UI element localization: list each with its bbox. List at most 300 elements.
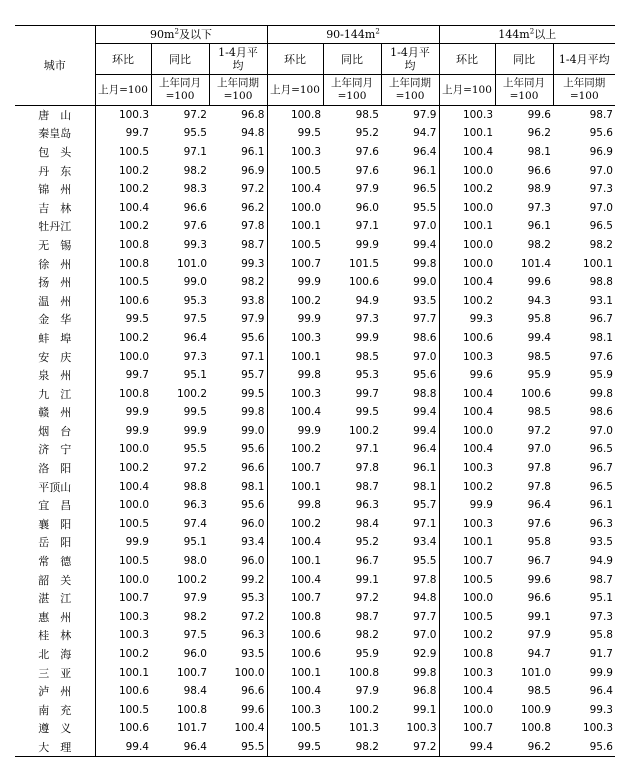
table-row [15, 347, 615, 366]
value-cell: 100.2 [118, 183, 149, 196]
value-cell: 96.4 [381, 143, 439, 162]
value-cell: 99.1 [355, 573, 379, 586]
value-cell: 100.1 [118, 666, 149, 679]
value-cell: 100.0 [209, 663, 267, 682]
value-cell: 99.9 [125, 424, 149, 437]
value-cell: 97.2 [381, 738, 439, 757]
table-row [15, 515, 615, 534]
value-cell: 97.5 [183, 313, 207, 326]
value-cell: 100.6 [118, 685, 149, 698]
table-row [15, 273, 615, 292]
value-cell: 100.0 [462, 592, 493, 605]
value-cell: 100.1 [290, 480, 321, 493]
table-row [15, 217, 615, 236]
value-cell: 97.6 [527, 517, 551, 530]
metric-header: 环比 [267, 44, 323, 75]
value-cell: 99.5 [183, 406, 207, 419]
value-cell: 94.3 [527, 294, 551, 307]
value-cell: 100.4 [462, 145, 493, 158]
value-cell: 96.7 [527, 555, 551, 568]
city-name: 吉 林 [15, 198, 95, 217]
value-cell: 97.9 [209, 310, 267, 329]
value-cell: 100.2 [290, 517, 321, 530]
value-cell: 97.3 [355, 313, 379, 326]
metric-header: 1-4月平均 [381, 44, 439, 75]
value-cell: 99.9 [355, 238, 379, 251]
value-cell: 97.1 [381, 515, 439, 534]
value-cell: 97.0 [589, 424, 613, 437]
value-cell: 100.8 [520, 722, 551, 735]
value-cell: 96.9 [209, 161, 267, 180]
value-cell: 100.0 [118, 499, 149, 512]
value-cell: 98.4 [355, 517, 379, 530]
value-cell: 95.1 [183, 536, 207, 549]
value-cell: 99.8 [381, 254, 439, 273]
value-cell: 100.2 [462, 629, 493, 642]
value-cell: 100.4 [290, 183, 321, 196]
value-cell: 96.3 [355, 499, 379, 512]
value-cell: 100.1 [290, 555, 321, 568]
value-cell: 95.6 [381, 366, 439, 385]
value-cell: 98.3 [183, 183, 207, 196]
value-cell: 99.1 [381, 701, 439, 720]
base-header: 上年同期=100 [209, 75, 267, 106]
value-cell: 98.6 [381, 329, 439, 348]
value-cell: 99.7 [125, 369, 149, 382]
value-cell: 96.6 [527, 592, 551, 605]
value-cell: 99.5 [267, 738, 323, 757]
value-cell: 100.7 [118, 592, 149, 605]
city-name: 丹 东 [15, 161, 95, 180]
value-cell: 100.4 [118, 201, 149, 214]
value-cell: 100.2 [290, 443, 321, 456]
value-cell: 98.5 [355, 109, 379, 122]
value-cell: 98.7 [589, 109, 613, 122]
group-header: $90m^2$及以下 [95, 26, 267, 44]
base-header: 上年同期=100 [381, 75, 439, 106]
city-name: 桂 林 [15, 626, 95, 645]
value-cell: 98.4 [183, 685, 207, 698]
value-cell: 100.2 [462, 480, 493, 493]
value-cell: 96.6 [527, 164, 551, 177]
value-cell: 100.7 [290, 592, 321, 605]
table-row [15, 198, 615, 217]
value-cell: 97.8 [355, 462, 379, 475]
city-name: 遵 义 [15, 719, 95, 738]
value-cell: 100.5 [118, 276, 149, 289]
metric-header: 1-4月平均 [553, 44, 615, 75]
table-row [15, 663, 615, 682]
base-header: 上年同月=100 [495, 75, 553, 106]
city-name: 襄 阳 [15, 515, 95, 534]
city-name: 无 锡 [15, 236, 95, 255]
value-cell: 97.2 [527, 424, 551, 437]
value-cell: 97.4 [183, 517, 207, 530]
value-cell: 100.4 [462, 685, 493, 698]
value-cell: 96.3 [209, 626, 267, 645]
value-cell: 100.2 [118, 331, 149, 344]
value-cell: 100.5 [462, 610, 493, 623]
value-cell: 97.9 [355, 183, 379, 196]
value-cell: 94.7 [381, 124, 439, 143]
value-cell: 100.4 [209, 719, 267, 738]
value-cell: 99.4 [381, 422, 439, 441]
value-cell: 95.2 [355, 127, 379, 140]
value-cell: 97.3 [589, 183, 613, 196]
value-cell: 100.8 [118, 387, 149, 400]
value-cell: 100.3 [290, 331, 321, 344]
value-cell: 99.9 [125, 406, 149, 419]
table-row [15, 403, 615, 422]
value-cell: 101.3 [348, 722, 379, 735]
value-cell: 97.6 [355, 164, 379, 177]
value-cell: 100.0 [462, 164, 493, 177]
table-row [15, 533, 615, 552]
value-cell: 100.2 [348, 703, 379, 716]
city-name: 洛 阳 [15, 459, 95, 478]
value-cell: 96.1 [209, 143, 267, 162]
value-cell: 96.3 [183, 499, 207, 512]
value-cell: 95.3 [209, 589, 267, 608]
value-cell: 97.2 [209, 608, 267, 627]
table-row [15, 254, 615, 273]
value-cell: 100.3 [462, 666, 493, 679]
value-cell: 100.2 [462, 183, 493, 196]
value-cell: 99.9 [355, 331, 379, 344]
value-cell: 100.3 [118, 610, 149, 623]
city-name: 常 德 [15, 552, 95, 571]
table-row [15, 608, 615, 627]
value-cell: 100.6 [290, 648, 321, 661]
value-cell: 95.7 [209, 366, 267, 385]
table-row [15, 440, 615, 459]
value-cell: 97.1 [209, 347, 267, 366]
value-cell: 97.3 [183, 350, 207, 363]
city-name: 大 理 [15, 738, 95, 757]
value-cell: 100.7 [290, 462, 321, 475]
value-cell: 99.8 [209, 403, 267, 422]
value-cell: 101.0 [176, 257, 207, 270]
value-cell: 99.9 [183, 424, 207, 437]
city-name: 温 州 [15, 291, 95, 310]
value-cell: 97.2 [183, 109, 207, 122]
value-cell: 95.2 [355, 536, 379, 549]
value-cell: 100.6 [462, 331, 493, 344]
city-name: 泉 州 [15, 366, 95, 385]
value-cell: 97.2 [209, 180, 267, 199]
value-cell: 100.8 [118, 238, 149, 251]
value-cell: 99.4 [381, 403, 439, 422]
value-cell: 100.0 [118, 443, 149, 456]
value-cell: 99.8 [381, 663, 439, 682]
city-name: 岳 阳 [15, 533, 95, 552]
table-row [15, 143, 615, 162]
value-cell: 96.4 [527, 499, 551, 512]
value-cell: 96.0 [209, 552, 267, 571]
base-header: 上月=100 [267, 75, 323, 106]
table-row [15, 291, 615, 310]
value-cell: 100.0 [118, 573, 149, 586]
value-cell: 100.2 [290, 294, 321, 307]
value-cell: 100.3 [290, 703, 321, 716]
value-cell: 100.1 [290, 220, 321, 233]
value-cell: 96.6 [209, 459, 267, 478]
value-cell: 96.1 [527, 220, 551, 233]
value-cell: 96.9 [589, 145, 613, 158]
value-cell: 100.4 [290, 685, 321, 698]
value-cell: 100.4 [118, 480, 149, 493]
value-cell: 99.5 [297, 127, 321, 140]
table-row [15, 719, 615, 738]
city-name: 三 亚 [15, 663, 95, 682]
city-name: 扬 州 [15, 273, 95, 292]
table-row [15, 589, 615, 608]
value-cell: 100.3 [462, 109, 493, 122]
value-cell: 99.5 [209, 384, 267, 403]
value-cell: 99.6 [527, 573, 551, 586]
value-cell: 100.5 [290, 722, 321, 735]
value-cell: 97.6 [183, 220, 207, 233]
table-row [15, 422, 615, 441]
base-header: 上年同期=100 [553, 75, 615, 106]
value-cell: 99.6 [209, 701, 267, 720]
value-cell: 98.7 [589, 573, 613, 586]
value-cell: 99.7 [355, 387, 379, 400]
value-cell: 96.2 [527, 127, 551, 140]
value-cell: 97.6 [355, 145, 379, 158]
value-cell: 98.1 [381, 477, 439, 496]
value-cell: 99.9 [297, 276, 321, 289]
value-cell: 100.7 [462, 555, 493, 568]
value-cell: 98.2 [209, 273, 267, 292]
value-cell: 96.5 [381, 180, 439, 199]
value-cell: 95.8 [589, 629, 613, 642]
value-cell: 100.0 [462, 201, 493, 214]
value-cell: 98.5 [527, 350, 551, 363]
value-cell: 98.1 [589, 331, 613, 344]
value-cell: 96.6 [183, 201, 207, 214]
value-cell: 100.6 [520, 387, 551, 400]
value-cell: 98.1 [527, 145, 551, 158]
value-cell: 98.6 [589, 406, 613, 419]
value-cell: 100.1 [462, 220, 493, 233]
value-cell: 97.2 [355, 592, 379, 605]
value-cell: 99.5 [125, 313, 149, 326]
value-cell: 95.6 [209, 496, 267, 515]
value-cell: 95.5 [183, 443, 207, 456]
metric-header: 同比 [323, 44, 381, 75]
city-name: 平顶山 [15, 477, 95, 496]
value-cell: 100.2 [176, 387, 207, 400]
group-header: $144m^2$以上 [439, 26, 615, 44]
value-cell: 93.4 [381, 533, 439, 552]
value-cell: 95.3 [183, 294, 207, 307]
value-cell: 100.2 [118, 462, 149, 475]
table-row [15, 496, 615, 515]
city-name: 泸 州 [15, 682, 95, 701]
metric-header: 同比 [151, 44, 209, 75]
value-cell: 96.7 [355, 555, 379, 568]
value-cell: 100.1 [290, 350, 321, 363]
value-cell: 99.0 [209, 422, 267, 441]
value-cell: 100.4 [462, 406, 493, 419]
city-name: 唐 山 [15, 106, 95, 125]
value-cell: 99.7 [125, 127, 149, 140]
value-cell: 99.6 [527, 276, 551, 289]
value-cell: 93.4 [209, 533, 267, 552]
value-cell: 95.5 [381, 198, 439, 217]
value-cell: 97.9 [183, 592, 207, 605]
value-cell: 95.1 [183, 369, 207, 382]
value-cell: 99.1 [527, 610, 551, 623]
table-row [15, 570, 615, 589]
value-cell: 100.5 [290, 164, 321, 177]
value-cell: 96.5 [589, 220, 613, 233]
value-cell: 101.4 [520, 257, 551, 270]
value-cell: 100.1 [462, 536, 493, 549]
value-cell: 95.9 [355, 648, 379, 661]
value-cell: 95.6 [553, 738, 615, 757]
value-cell: 95.5 [209, 738, 267, 757]
value-cell: 98.5 [527, 406, 551, 419]
value-cell: 100.2 [118, 220, 149, 233]
value-cell: 101.5 [348, 257, 379, 270]
value-cell: 96.8 [381, 682, 439, 701]
value-cell: 97.9 [527, 629, 551, 642]
value-cell: 100.3 [462, 517, 493, 530]
value-cell: 100.3 [290, 145, 321, 158]
value-cell: 97.1 [183, 145, 207, 158]
value-cell: 99.9 [589, 666, 613, 679]
value-cell: 95.6 [209, 440, 267, 459]
value-cell: 99.8 [297, 499, 321, 512]
value-cell: 97.8 [527, 480, 551, 493]
value-cell: 96.2 [495, 738, 553, 757]
value-cell: 99.4 [439, 738, 495, 757]
value-cell: 101.7 [176, 722, 207, 735]
value-cell: 100.0 [462, 703, 493, 716]
value-cell: 99.2 [209, 570, 267, 589]
value-cell: 100.2 [118, 648, 149, 661]
value-cell: 100.9 [520, 703, 551, 716]
table-row [15, 459, 615, 478]
value-cell: 100.4 [462, 276, 493, 289]
value-cell: 97.0 [381, 217, 439, 236]
value-cell: 98.5 [527, 685, 551, 698]
table-row [15, 236, 615, 255]
value-cell: 96.8 [209, 106, 267, 125]
city-name: 安 庆 [15, 347, 95, 366]
value-cell: 98.1 [209, 477, 267, 496]
value-cell: 97.8 [527, 462, 551, 475]
value-cell: 96.2 [209, 198, 267, 217]
value-cell: 97.3 [527, 201, 551, 214]
metric-header: 1-4月平均 [209, 44, 267, 75]
value-cell: 98.5 [355, 350, 379, 363]
value-cell: 100.0 [462, 424, 493, 437]
value-cell: 96.3 [589, 517, 613, 530]
value-cell: 97.2 [183, 462, 207, 475]
value-cell: 99.8 [589, 387, 613, 400]
value-cell: 95.6 [209, 329, 267, 348]
value-cell: 99.6 [469, 369, 493, 382]
value-cell: 98.0 [183, 555, 207, 568]
city-name: 韶 关 [15, 570, 95, 589]
value-cell: 99.5 [355, 406, 379, 419]
value-cell: 100.8 [462, 648, 493, 661]
value-cell: 100.3 [381, 719, 439, 738]
value-cell: 99.3 [589, 703, 613, 716]
table-row [15, 645, 615, 664]
value-cell: 96.1 [589, 499, 613, 512]
value-cell: 95.6 [589, 127, 613, 140]
value-cell: 95.3 [355, 369, 379, 382]
city-name: 包 头 [15, 143, 95, 162]
value-cell: 99.9 [469, 499, 493, 512]
city-name: 蚌 埠 [15, 329, 95, 348]
base-header: 上年同月=100 [323, 75, 381, 106]
value-cell: 96.0 [209, 515, 267, 534]
value-cell: 97.0 [527, 443, 551, 456]
value-cell: 97.9 [355, 685, 379, 698]
value-cell: 97.0 [381, 626, 439, 645]
value-cell: 98.7 [355, 610, 379, 623]
value-cell: 96.7 [589, 462, 613, 475]
table-row [15, 626, 615, 645]
city-name: 烟 台 [15, 422, 95, 441]
value-cell: 100.2 [348, 424, 379, 437]
value-cell: 93.5 [209, 645, 267, 664]
value-cell: 93.1 [589, 294, 613, 307]
value-cell: 95.7 [381, 496, 439, 515]
value-cell: 100.2 [118, 164, 149, 177]
value-cell: 98.7 [355, 480, 379, 493]
value-cell: 100.5 [462, 573, 493, 586]
value-cell: 100.1 [462, 127, 493, 140]
value-cell: 96.6 [209, 682, 267, 701]
value-cell: 100.5 [118, 145, 149, 158]
value-cell: 99.9 [297, 424, 321, 437]
value-cell: 96.7 [589, 313, 613, 326]
value-cell: 100.1 [290, 666, 321, 679]
table-row [15, 682, 615, 701]
value-cell: 96.0 [183, 648, 207, 661]
value-cell: 99.0 [183, 276, 207, 289]
table-row [15, 477, 615, 496]
value-cell: 100.4 [462, 443, 493, 456]
city-name: 南 充 [15, 701, 95, 720]
value-cell: 100.8 [290, 610, 321, 623]
metric-header: 环比 [439, 44, 495, 75]
value-cell: 100.4 [290, 536, 321, 549]
value-cell: 100.6 [290, 629, 321, 642]
value-cell: 100.3 [290, 387, 321, 400]
table-row [15, 738, 615, 757]
value-cell: 100.3 [118, 629, 149, 642]
city-name: 九 江 [15, 384, 95, 403]
value-cell: 100.2 [176, 573, 207, 586]
value-cell: 95.1 [589, 592, 613, 605]
value-cell: 100.7 [290, 257, 321, 270]
value-cell: 97.1 [355, 443, 379, 456]
value-cell: 97.6 [589, 350, 613, 363]
value-cell: 99.0 [381, 273, 439, 292]
group-header: $90-144m^2$ [267, 26, 439, 44]
value-cell: 99.4 [381, 236, 439, 255]
value-cell: 100.5 [118, 555, 149, 568]
value-cell: 100.4 [290, 573, 321, 586]
value-cell: 93.5 [589, 536, 613, 549]
